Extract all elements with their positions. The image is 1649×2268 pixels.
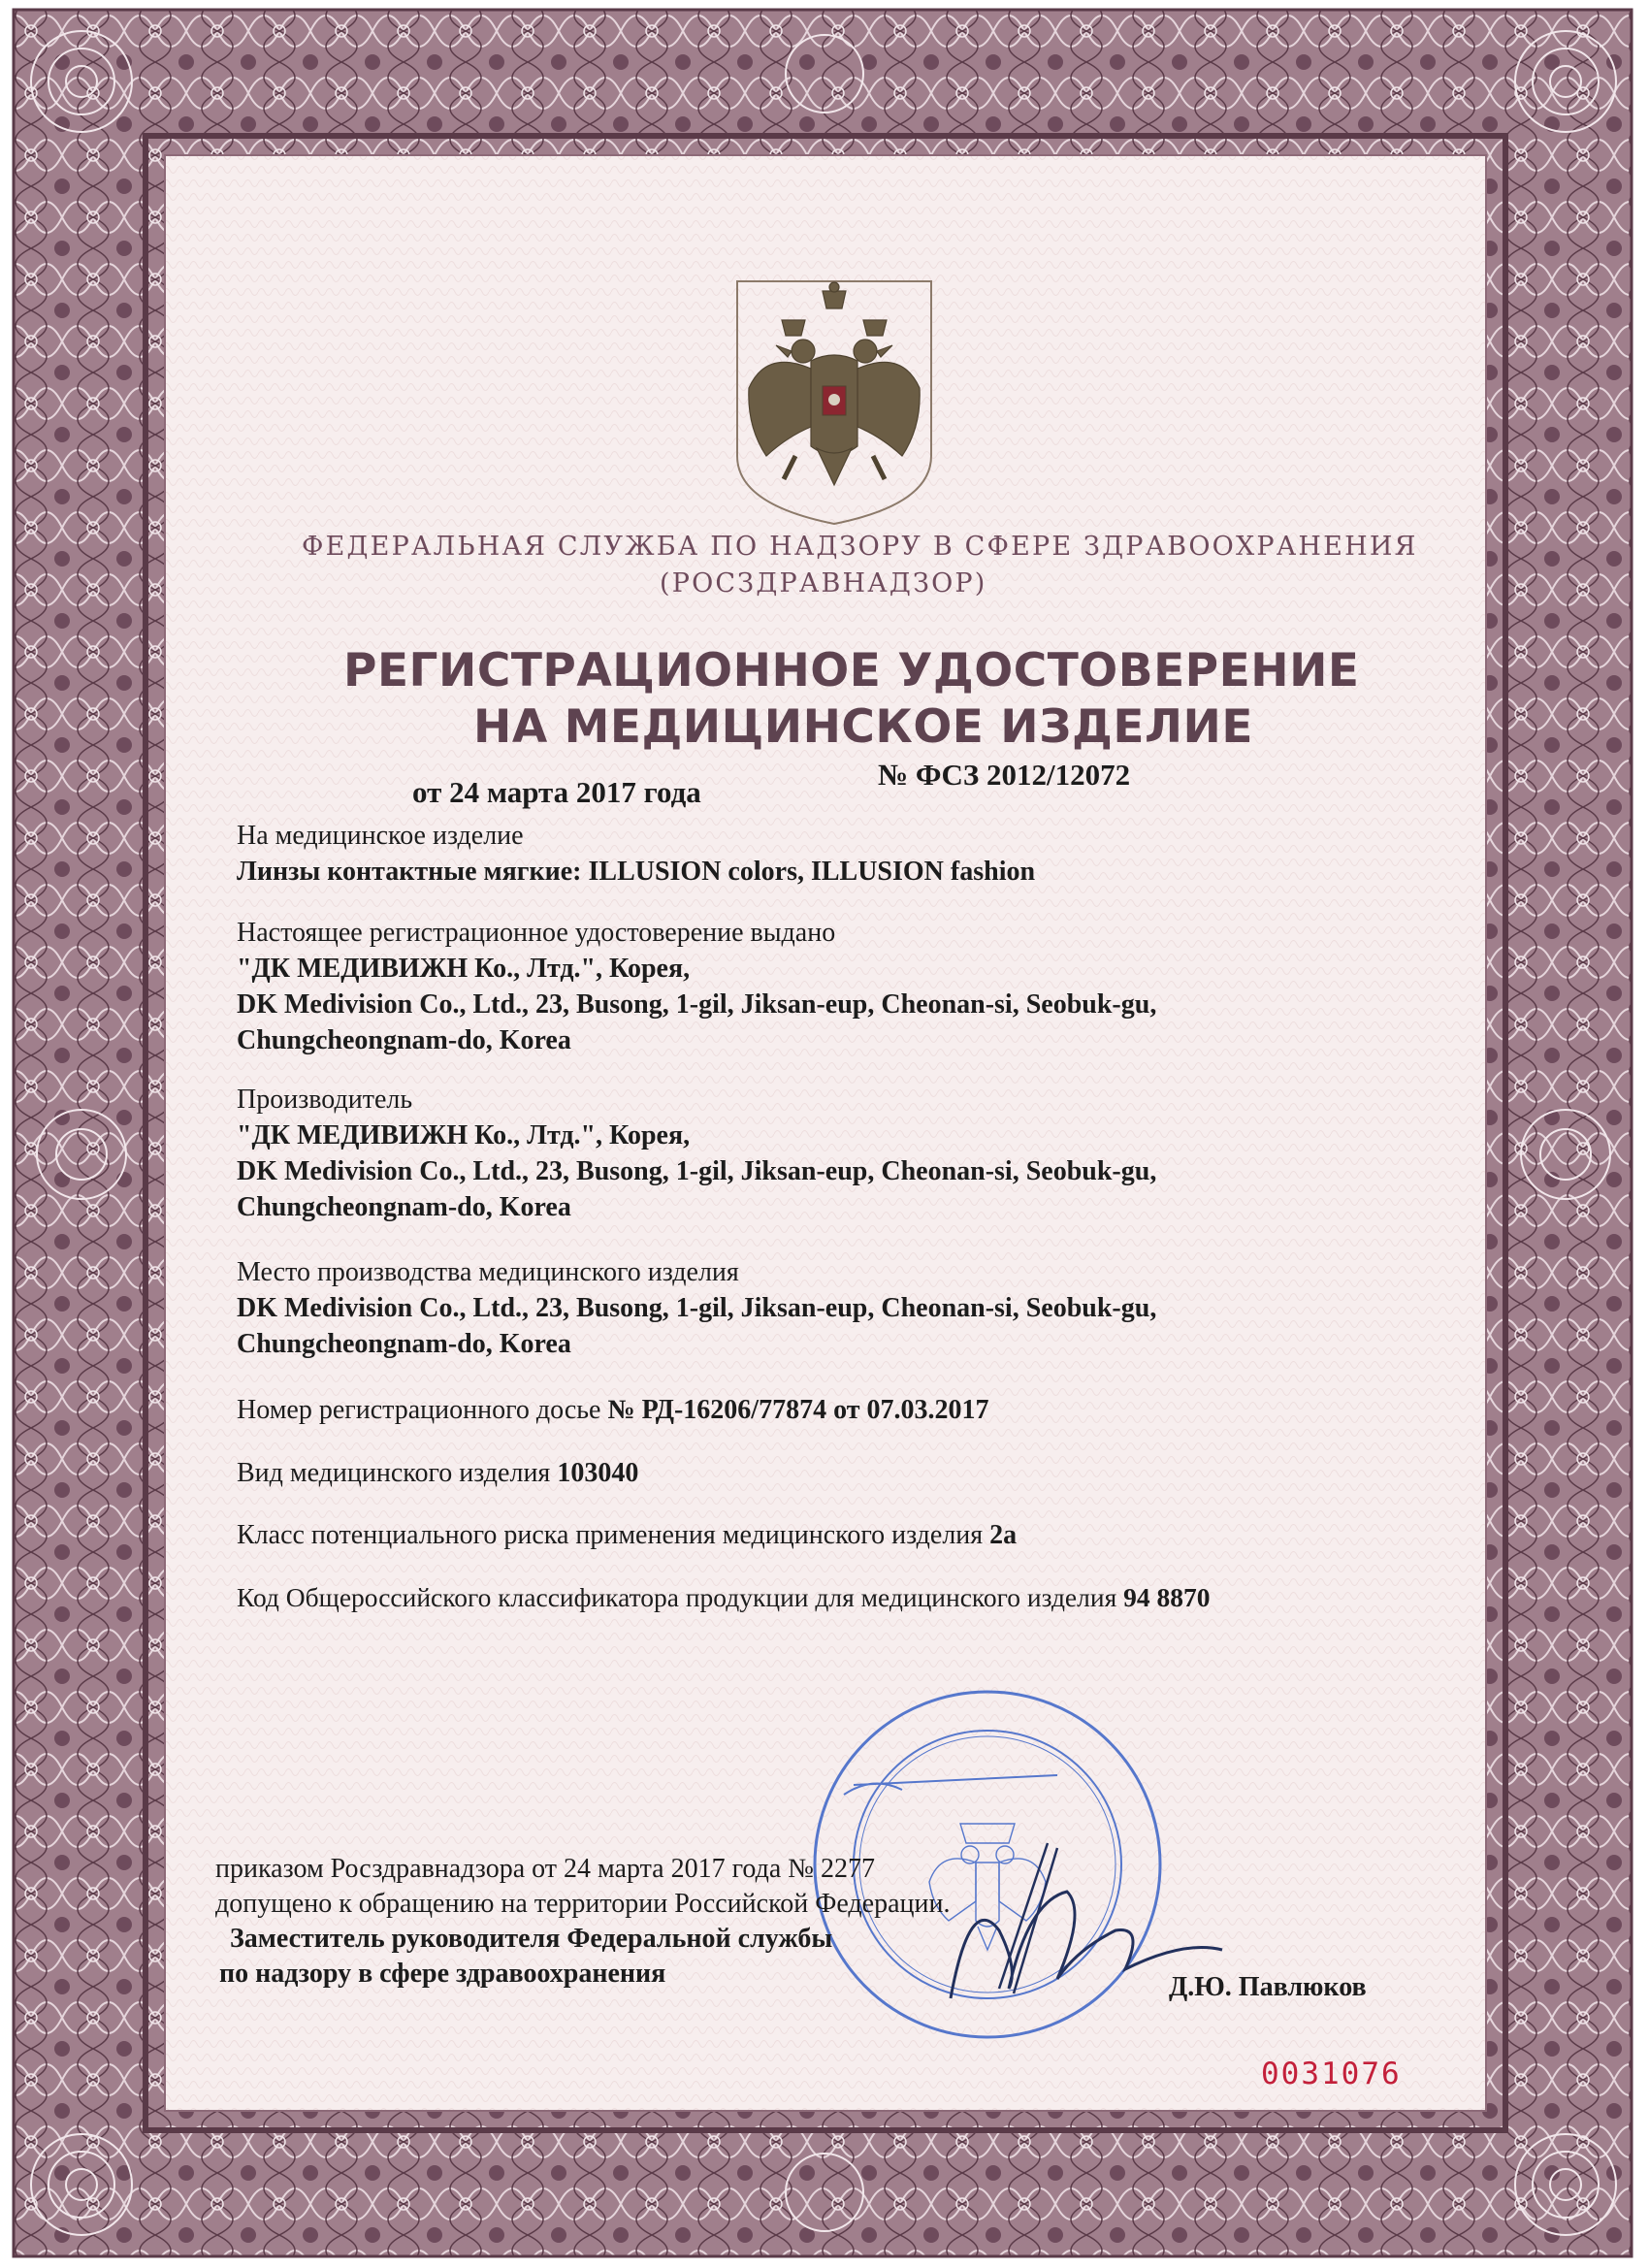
issued-to-label: Настоящее регистрационное удостоверение выдано: [237, 918, 836, 948]
risk-class-label: Класс потенциального риска применения медицинского изделия: [237, 1520, 984, 1550]
signatory-title: Заместитель руководителя Федеральной службы: [230, 1924, 833, 1954]
issued-to-address-2: Chungcheongnam-do, Korea: [237, 1025, 571, 1055]
order-admission-line: допущено к обращению на территории Российской Федерации.: [215, 1889, 951, 1919]
okp-code-line: [237, 1581, 1210, 1614]
product-label: На медицинское изделие: [237, 821, 524, 851]
order-line: приказом Росздравнадзора от 24 марта 2017 года № 2277: [215, 1854, 875, 1884]
dossier-line: [237, 1394, 988, 1427]
production-site-address-2: Chungcheongnam-do, Korea: [237, 1329, 571, 1359]
risk-class-line: [237, 1519, 1017, 1552]
agency-abbreviation: (РОСЗДРАВНАДЗОР): [660, 568, 987, 599]
document-subtitle: НА МЕДИЦИНСКОЕ ИЗДЕЛИЕ: [473, 700, 1253, 754]
signatory-title-2: по надзору в сфере здравоохранения: [219, 1959, 666, 1989]
dossier-value: № РД-16206/77874 от 07.03.2017: [607, 1395, 989, 1425]
device-type-line: [237, 1457, 638, 1490]
manufacturer-address: DK Medivision Co., Ltd., 23, Busong, 1-gil, Jiksan-eup, Cheonan-si, Seobuk-gu,: [237, 1156, 1157, 1186]
certificate-date: от 24 марта 2017 года: [412, 775, 701, 809]
risk-class-value: 2а: [989, 1520, 1018, 1550]
device-type-label: Вид медицинского изделия: [237, 1458, 551, 1488]
serial-number: 0031076: [1261, 2057, 1402, 2091]
okp-code-label: Код Общероссийского классификатора продукции для медицинского изделия: [237, 1582, 1117, 1612]
manufacturer-address-2: Chungcheongnam-do, Korea: [237, 1192, 571, 1222]
document-title: РЕГИСТРАЦИОННОЕ УДОСТОВЕРЕНИЕ: [343, 644, 1360, 697]
issued-to-address: DK Medivision Co., Ltd., 23, Busong, 1-gil, Jiksan-eup, Cheonan-si, Seobuk-gu,: [237, 989, 1157, 1020]
issued-to-name: "ДК МЕДИВИЖН Ко., Лтд.", Корея,: [237, 954, 691, 984]
production-site-label: Место производства медицинского изделия: [237, 1257, 739, 1287]
product-name: Линзы контактные мягкие: ILLUSION colors, ILLUSION fashion: [237, 857, 1036, 887]
device-type-value: 103040: [557, 1458, 639, 1488]
dossier-label: Номер регистрационного досье: [237, 1395, 601, 1425]
okp-code-value: 94 8870: [1123, 1582, 1211, 1612]
certificate-number: № ФСЗ 2012/12072: [878, 758, 1131, 792]
signatory-name: Д.Ю. Павлюков: [1169, 1972, 1367, 2002]
production-site-address: DK Medivision Co., Ltd., 23, Busong, 1-gil, Jiksan-eup, Cheonan-si, Seobuk-gu,: [237, 1293, 1157, 1323]
manufacturer-name: "ДК МЕДИВИЖН Ко., Лтд.", Корея,: [237, 1120, 691, 1150]
agency-name: ФЕДЕРАЛЬНАЯ СЛУЖБА ПО НАДЗОРУ В СФЕРЕ ЗДРАВООХРАНЕНИЯ: [302, 532, 1418, 562]
manufacturer-label: Производитель: [237, 1085, 413, 1115]
